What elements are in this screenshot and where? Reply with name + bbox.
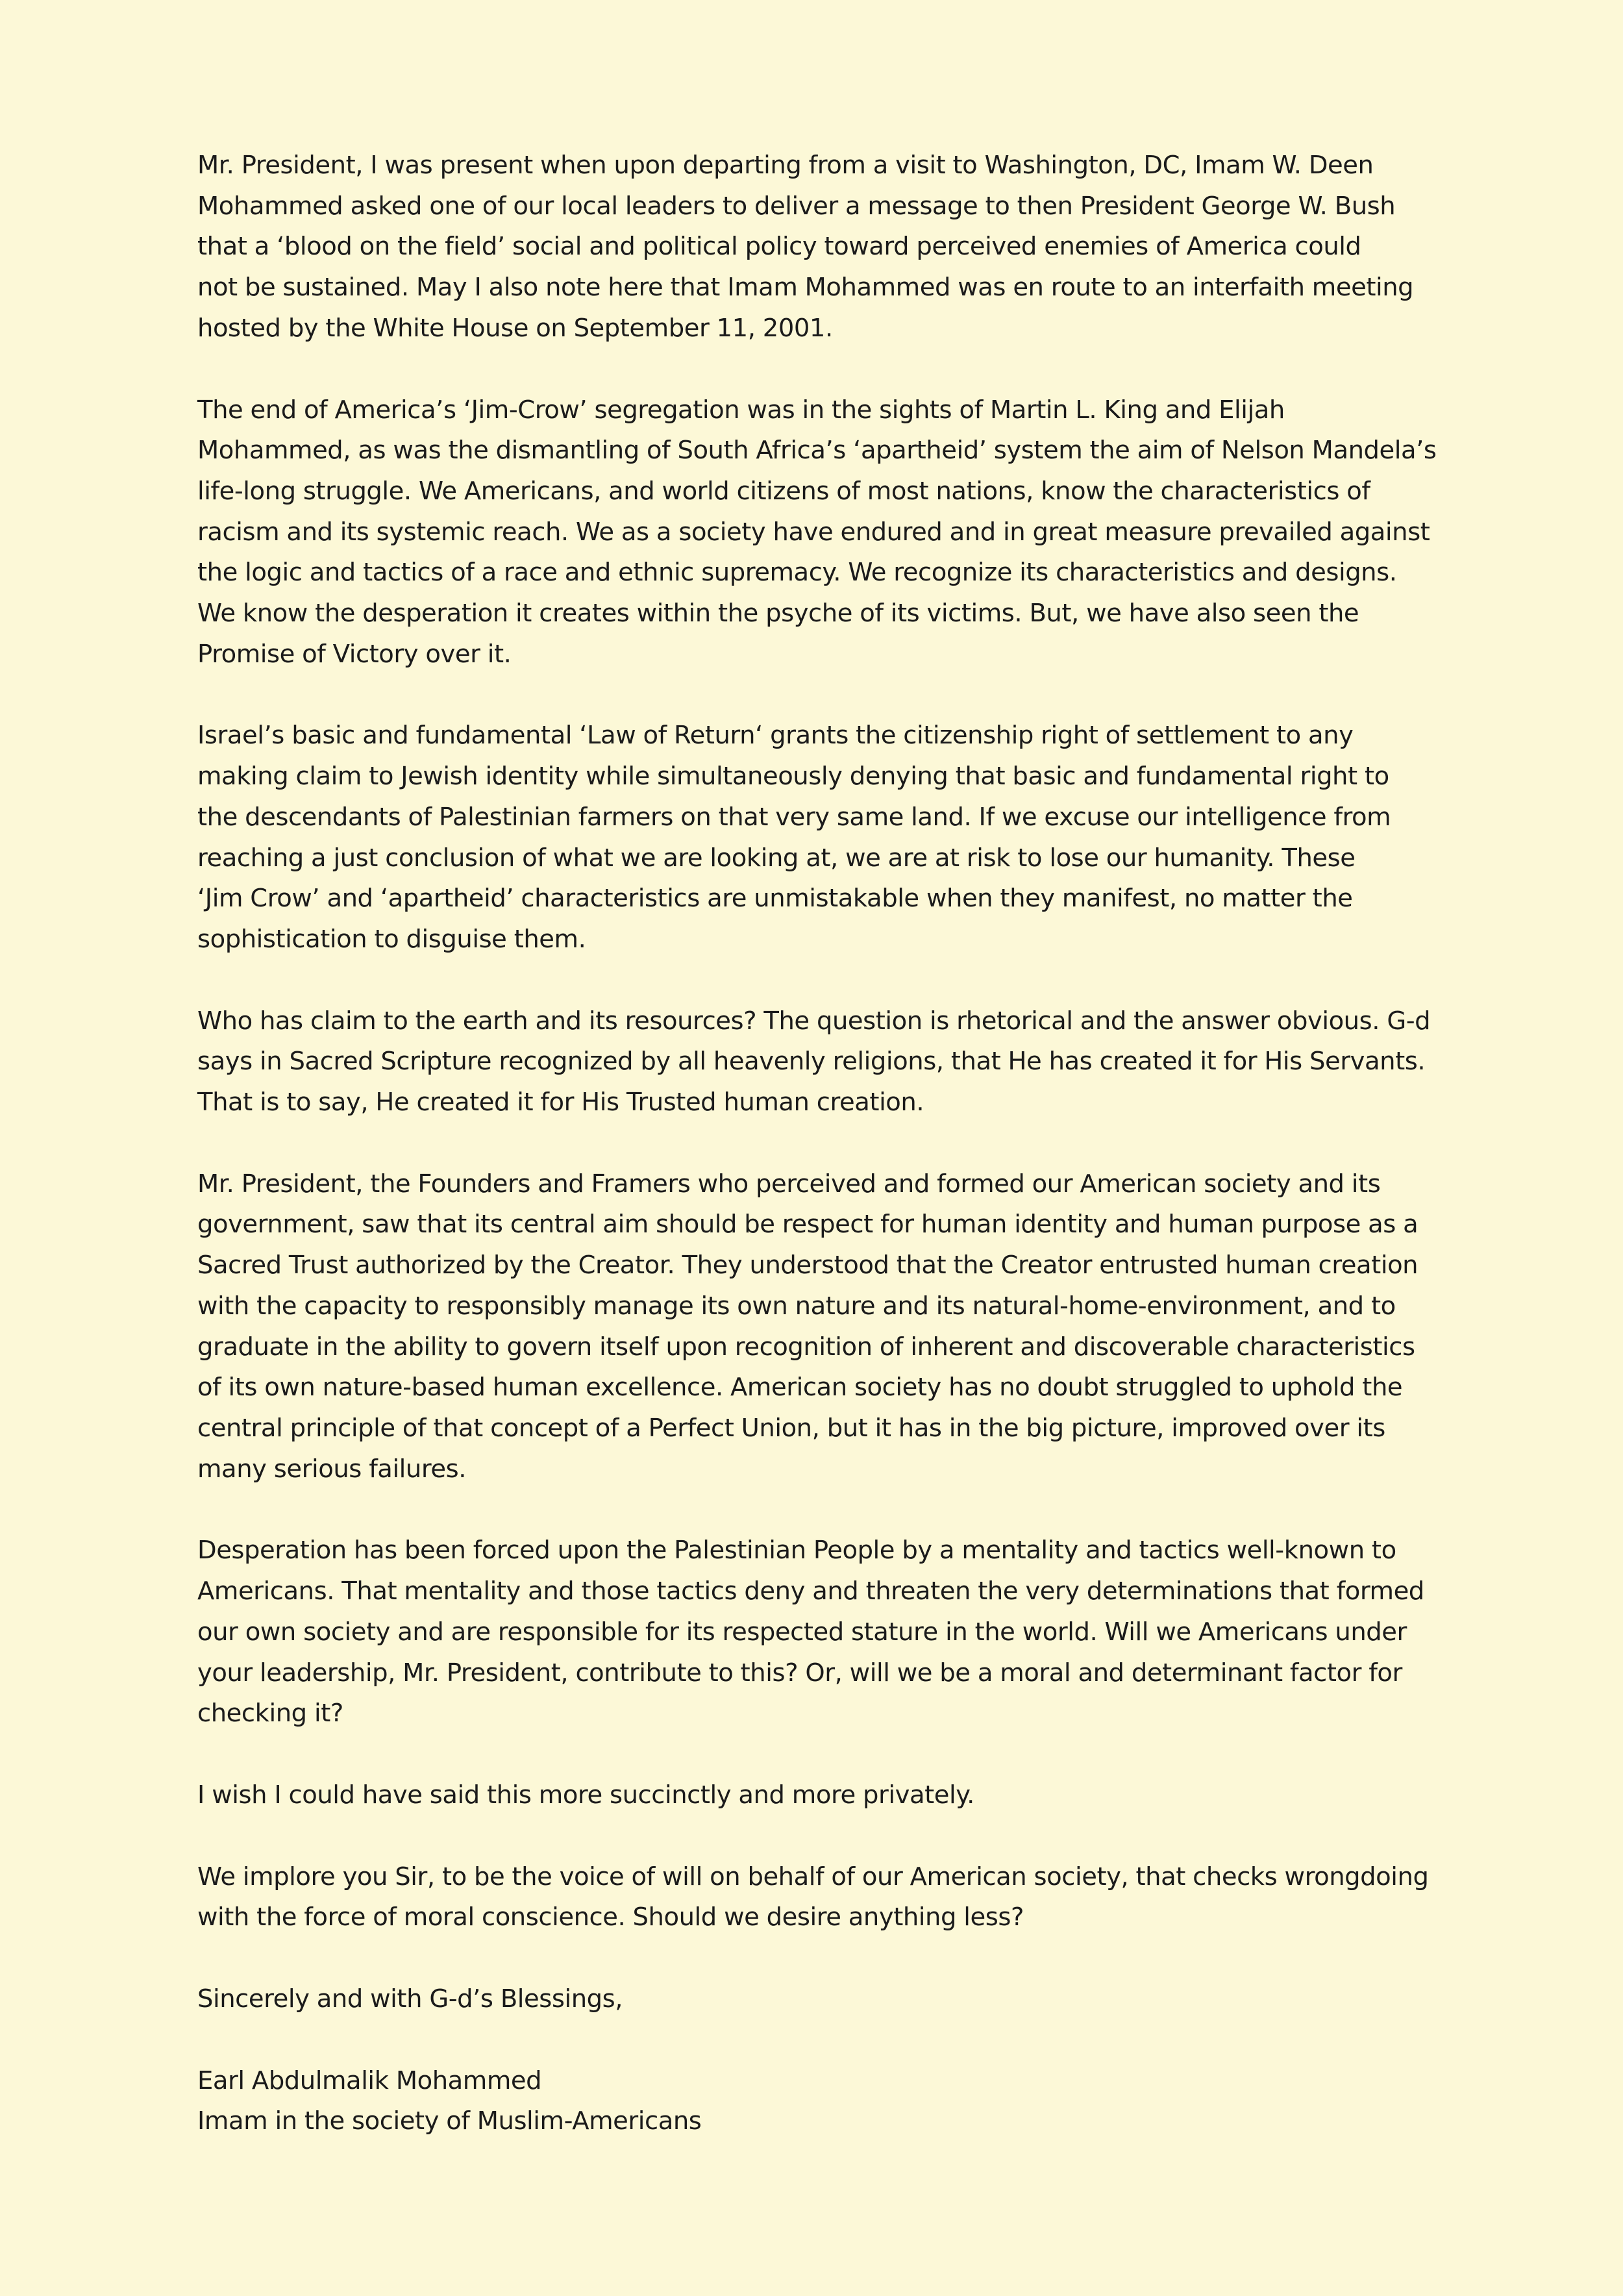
text-line: life-long struggle. We Americans, and world citizens of most nations, know the characteristics of: [197, 476, 1370, 506]
text-line: We know the desperation it creates within the psyche of its victims. But, we have also seen the: [197, 599, 1359, 629]
text-line: The end of America’s ‘Jim-Crow’ segregation was in the sights of Martin L. King and Elijah: [197, 395, 1285, 425]
paragraph-earth-claim: [197, 1001, 1450, 1123]
signer-title: Imam in the society of Muslim-Americans: [197, 2106, 702, 2136]
text-line: Promise of Victory over it.: [197, 639, 512, 669]
text-line: with the capacity to responsibly manage its own nature and its natural-home-environment, and to: [197, 1291, 1396, 1321]
text-line: Israel’s basic and fundamental ‘Law of Return‘ grants the citizenship right of settlement to any: [197, 721, 1354, 751]
closing-salutation: [197, 1979, 1450, 2020]
text-line: Americans. That mentality and those tactics deny and threaten the very determinations that formed: [197, 1577, 1424, 1606]
text-line: reaching a just conclusion of what we are looking at, we are at risk to lose our humanity. These: [197, 843, 1356, 873]
paragraph-jim-crow: [197, 390, 1450, 675]
text-line: not be sustained. May I also note here that Imam Mohammed was en route to an interfaith meeting: [197, 273, 1414, 303]
text-line: that a ‘blood on the field’ social and political policy toward perceived enemies of America could: [197, 232, 1361, 262]
text-line: the logic and tactics of a race and ethnic supremacy. We recognize its characteristics and designs.: [197, 558, 1397, 588]
text-line: We implore you Sir, to be the voice of will on behalf of our American society, that checks wrongdoing: [197, 1862, 1429, 1891]
text-line: Sincerely and with G-d’s Blessings,: [197, 1984, 623, 2014]
text-line: Sacred Trust authorized by the Creator. They understood that the Creator entrusted human creation: [197, 1251, 1419, 1280]
paragraph-succinct-wish: [197, 1775, 1450, 1816]
text-line: racism and its systemic reach. We as a society have endured and in great measure prevailed against: [197, 517, 1430, 547]
text-line: Mohammed asked one of our local leaders to deliver a message to then President George W. Bush: [197, 191, 1396, 221]
paragraph-founders: [197, 1164, 1450, 1490]
text-line: hosted by the White House on September 11, 2001.: [197, 313, 833, 343]
signer-name: Earl Abdulmalik Mohammed: [197, 2065, 542, 2095]
text-line: making claim to Jewish identity while simultaneously denying that basic and fundamental right to: [197, 762, 1389, 792]
paragraph-washington-visit: [197, 145, 1450, 349]
text-line: with the force of moral conscience. Should we desire anything less?: [197, 1903, 1024, 1932]
text-line: sophistication to disguise them.: [197, 924, 586, 954]
text-line: your leadership, Mr. President, contribute to this? Or, will we be a moral and determinant factor for: [197, 1658, 1402, 1688]
text-line: Desperation has been forced upon the Palestinian People by a mentality and tactics well-known to: [197, 1536, 1396, 1566]
text-line: Who has claim to the earth and its resources? The question is rhetorical and the answer obvious. G-d: [197, 1006, 1431, 1036]
text-line: many serious failures.: [197, 1454, 467, 1484]
paragraph-implore: [197, 1857, 1450, 1938]
text-line: Mr. President, the Founders and Framers who perceived and formed our American society and its: [197, 1169, 1381, 1199]
text-line: government, saw that its central aim should be respect for human identity and human purpose as a: [197, 1210, 1419, 1240]
text-line: the descendants of Palestinian farmers on that very same land. If we excuse our intelligence from: [197, 802, 1391, 832]
paragraph-desperation: [197, 1530, 1450, 1734]
letter-body: [197, 145, 1450, 2142]
text-line: Mr. President, I was present when upon departing from a visit to Washington, DC, Imam W. Deen: [197, 151, 1374, 180]
text-line: graduate in the ability to govern itself upon recognition of inherent and discoverable characteristics: [197, 1332, 1415, 1362]
text-line: ‘Jim Crow’ and ‘apartheid’ characteristics are unmistakable when they manifest, no matter the: [197, 884, 1353, 914]
text-line: of its own nature-based human excellence. American society has no doubt struggled to uphold the: [197, 1373, 1403, 1403]
paragraph-law-of-return: [197, 716, 1450, 960]
text-line: I wish I could have said this more succinctly and more privately.: [197, 1780, 974, 1810]
signature-block: [197, 2061, 1450, 2142]
text-line: central principle of that concept of a Perfect Union, but it has in the big picture, improved over its: [197, 1413, 1385, 1443]
text-line: our own society and are responsible for its respected stature in the world. Will we Americans under: [197, 1617, 1407, 1647]
text-line: That is to say, He created it for His Trusted human creation.: [197, 1088, 924, 1117]
text-line: says in Sacred Scripture recognized by all heavenly religions, that He has created it for His Servants.: [197, 1047, 1426, 1077]
text-line: Mohammed, as was the dismantling of South Africa’s ‘apartheid’ system the aim of Nelson Mandela’s: [197, 436, 1437, 466]
text-line: checking it?: [197, 1699, 343, 1728]
